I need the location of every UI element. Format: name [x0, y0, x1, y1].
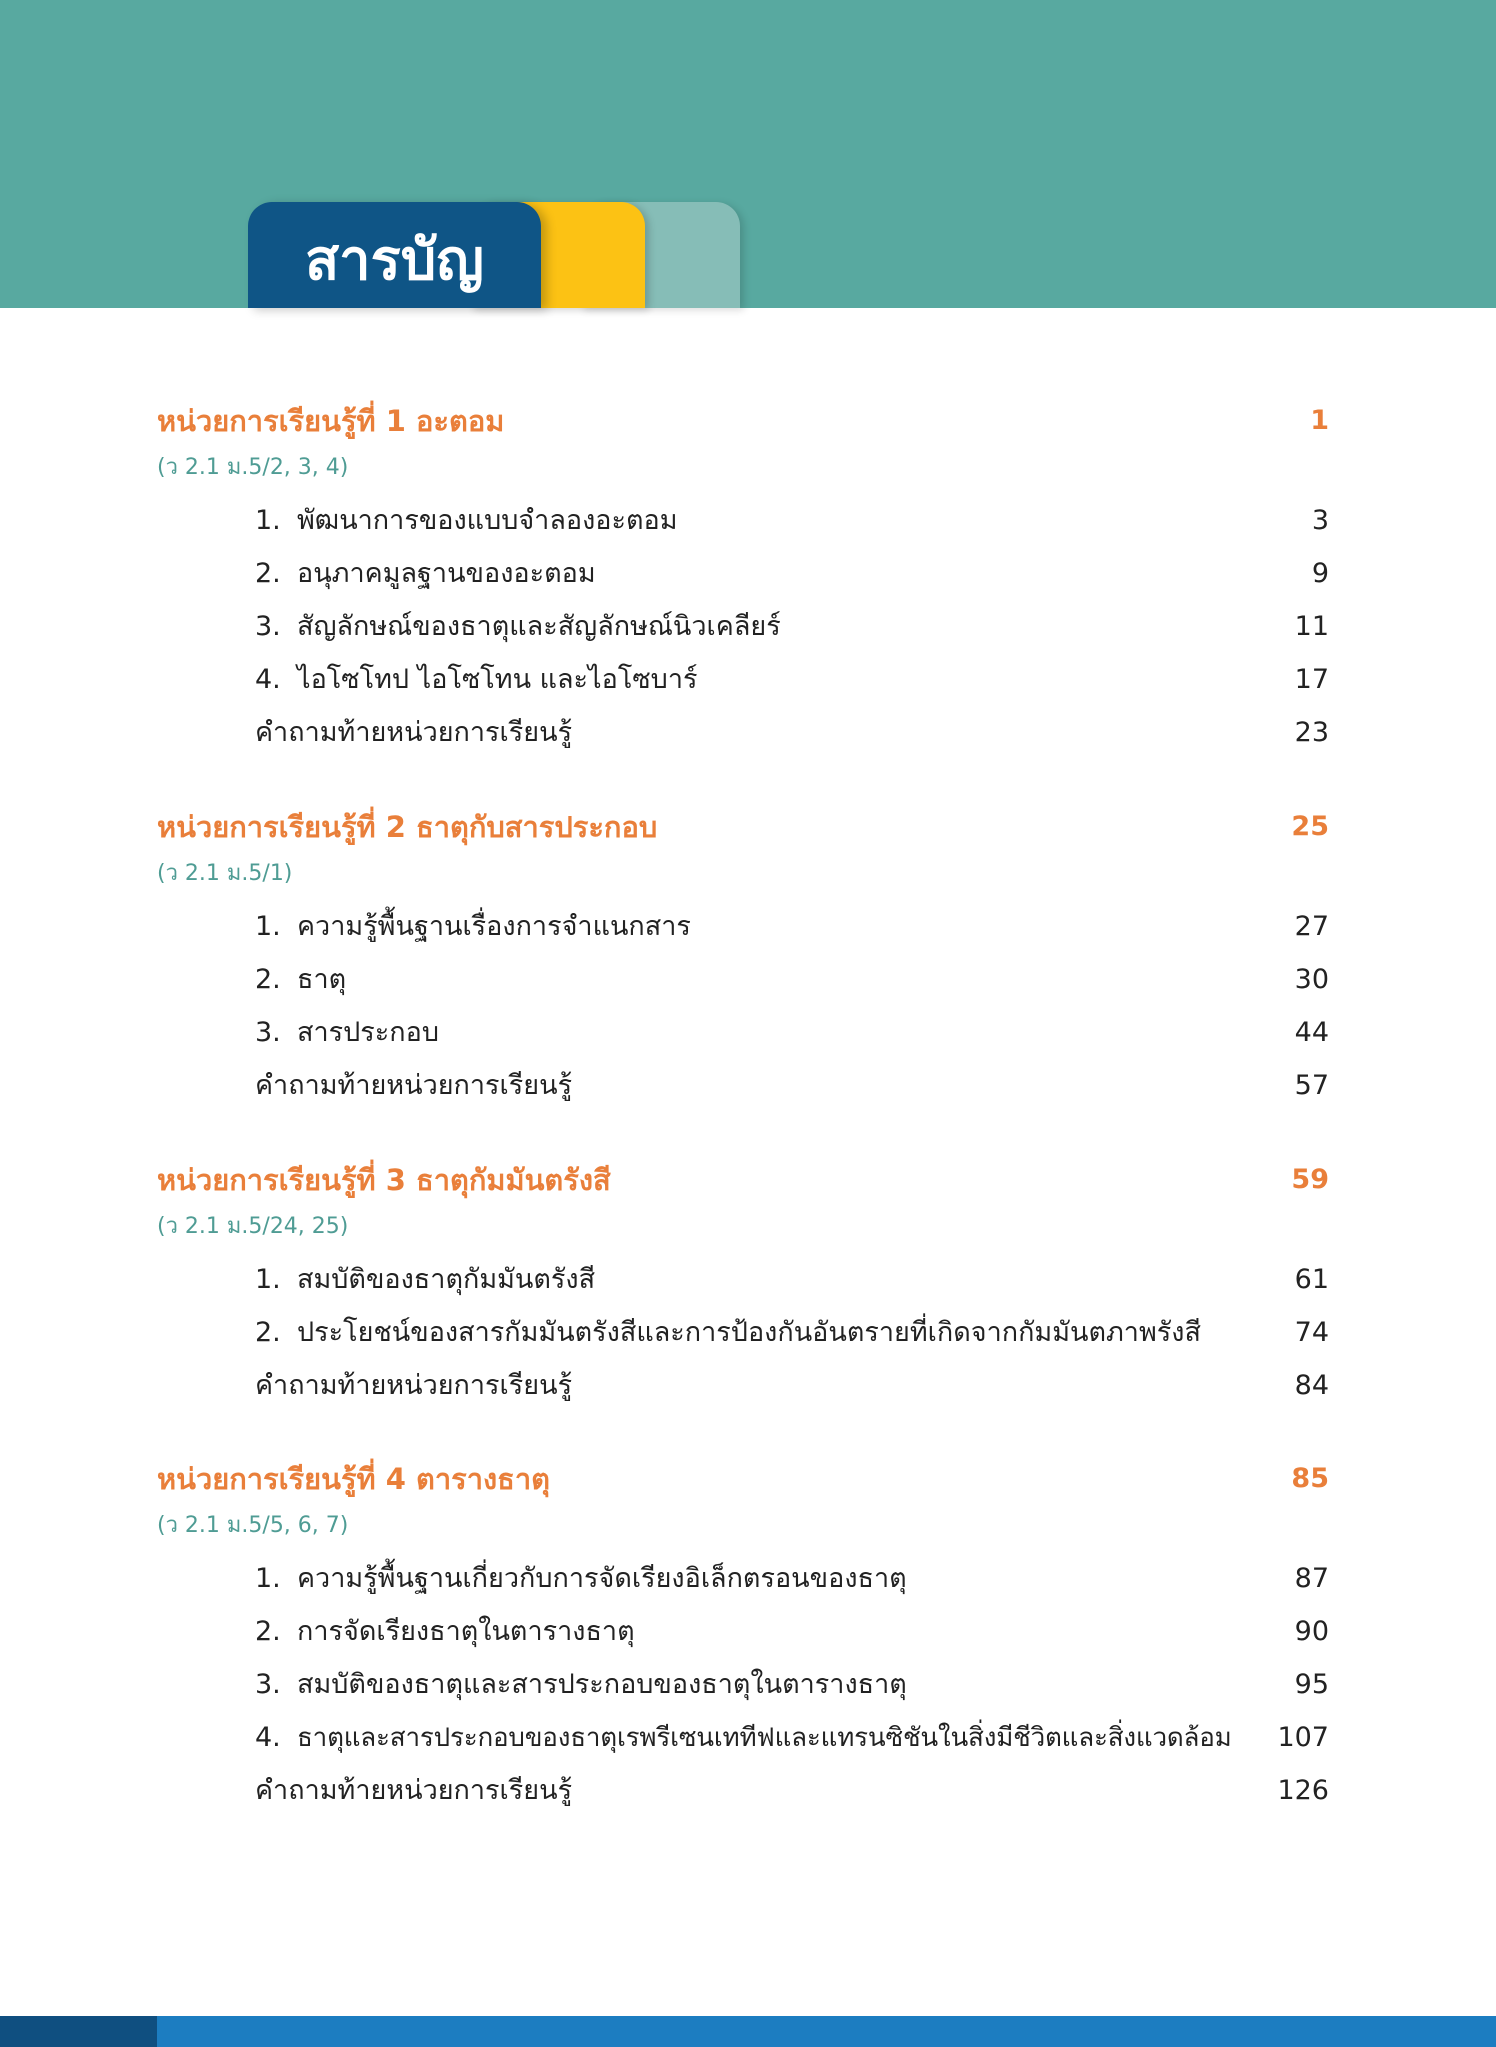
item-number: 1.	[255, 911, 281, 942]
toc-item[interactable]	[0, 605, 1496, 649]
questions-label: คำถามท้ายหน่วยการเรียนรู้	[255, 1370, 573, 1401]
item-label: สัญลักษณ์ของธาตุและสัญลักษณ์นิวเคลียร์	[297, 611, 781, 642]
item-label: ความรู้พื้นฐานเรื่องการจำแนกสาร	[297, 911, 691, 942]
unit-standard: (ว 2.1 ม.5/2, 3, 4)	[157, 455, 349, 480]
item-label: พัฒนาการของแบบจำลองอะตอม	[297, 505, 678, 536]
header-band	[0, 0, 1496, 308]
page-title: สารบัญ	[305, 228, 484, 293]
item-number: 2.	[255, 1317, 281, 1348]
toc-item[interactable]	[0, 1610, 1496, 1654]
questions-label: คำถามท้ายหน่วยการเรียนรู้	[255, 1070, 573, 1101]
item-number: 4.	[255, 1722, 281, 1753]
item-number: 2.	[255, 964, 281, 995]
questions-page: 84	[1294, 1370, 1329, 1401]
item-number: 2.	[255, 558, 281, 589]
item-label: ไอโซโทป ไอโซโทน และไอโซบาร์	[297, 664, 698, 695]
unit-page: 59	[1291, 1164, 1329, 1195]
item-page: 11	[1294, 611, 1329, 642]
unit-title: หน่วยการเรียนรู้ที่ 1 อะตอม	[157, 404, 505, 438]
item-label: อนุภาคมูลฐานของอะตอม	[297, 558, 596, 589]
toc-item[interactable]	[0, 1311, 1496, 1355]
toc-item[interactable]	[0, 1258, 1496, 1302]
item-page: 87	[1294, 1563, 1329, 1594]
item-page: 44	[1294, 1017, 1329, 1048]
questions-page: 57	[1294, 1070, 1329, 1101]
unit-1-heading[interactable]	[0, 399, 1496, 443]
item-label: สมบัติของธาตุและสารประกอบของธาตุในตารางธาตุ	[297, 1669, 907, 1700]
questions-label: คำถามท้ายหน่วยการเรียนรู้	[255, 1775, 573, 1806]
questions-page: 126	[1277, 1775, 1329, 1806]
unit-title: หน่วยการเรียนรู้ที่ 2 ธาตุกับสารประกอบ	[157, 810, 658, 844]
toc-questions[interactable]	[0, 1364, 1496, 1408]
questions-label: คำถามท้ายหน่วยการเรียนรู้	[255, 717, 573, 748]
item-number: 1.	[255, 1264, 281, 1295]
toc-questions[interactable]	[0, 1769, 1496, 1813]
item-label: ประโยชน์ของสารกัมมันตรังสีและการป้องกันอันตรายที่เกิดจากกัมมันตภาพรังสี	[297, 1317, 1201, 1348]
item-label: การจัดเรียงธาตุในตารางธาตุ	[297, 1616, 635, 1647]
unit-title: หน่วยการเรียนรู้ที่ 4 ตารางธาตุ	[157, 1462, 550, 1496]
toc-item[interactable]	[0, 658, 1496, 702]
item-number: 1.	[255, 1563, 281, 1594]
questions-page: 23	[1294, 717, 1329, 748]
item-number: 3.	[255, 1669, 281, 1700]
unit-standard: (ว 2.1 ม.5/5, 6, 7)	[157, 1513, 349, 1538]
item-page: 27	[1294, 911, 1329, 942]
item-number: 3.	[255, 1017, 281, 1048]
item-label: ความรู้พื้นฐานเกี่ยวกับการจัดเรียงอิเล็กตรอนของธาตุ	[297, 1563, 907, 1594]
item-page: 30	[1294, 964, 1329, 995]
unit-page: 85	[1291, 1463, 1329, 1494]
unit-standard: (ว 2.1 ม.5/24, 25)	[157, 1214, 349, 1239]
unit-3-heading[interactable]	[0, 1158, 1496, 1202]
item-page: 17	[1294, 664, 1329, 695]
item-page: 61	[1294, 1264, 1329, 1295]
item-label: ธาตุและสารประกอบของธาตุเรพรีเซนเททีฟและแทรนซิชันในสิ่งมีชีวิตและสิ่งแวดล้อม	[297, 1723, 1232, 1753]
item-page: 107	[1277, 1722, 1329, 1753]
item-page: 90	[1294, 1616, 1329, 1647]
toc-item[interactable]	[0, 905, 1496, 949]
footer-bar	[157, 2016, 1496, 2047]
unit-title: หน่วยการเรียนรู้ที่ 3 ธาตุกัมมันตรังสี	[157, 1163, 611, 1197]
item-number: 1.	[255, 505, 281, 536]
item-label: สมบัติของธาตุกัมมันตรังสี	[297, 1264, 596, 1295]
item-label: ธาตุ	[297, 964, 347, 995]
footer-bar-dark	[0, 2016, 157, 2047]
unit-2-heading[interactable]	[0, 805, 1496, 849]
toc-item[interactable]	[0, 1663, 1496, 1707]
item-number: 3.	[255, 611, 281, 642]
toc-item[interactable]	[0, 499, 1496, 543]
item-number: 4.	[255, 664, 281, 695]
unit-standard: (ว 2.1 ม.5/1)	[157, 861, 293, 886]
item-label: สารประกอบ	[297, 1017, 439, 1048]
toc-item[interactable]	[0, 552, 1496, 596]
item-page: 3	[1311, 505, 1329, 536]
item-page: 74	[1294, 1317, 1329, 1348]
toc-questions[interactable]	[0, 1064, 1496, 1108]
toc-item[interactable]	[0, 1716, 1496, 1760]
unit-4-heading[interactable]	[0, 1457, 1496, 1501]
item-page: 9	[1311, 558, 1329, 589]
unit-page: 1	[1310, 405, 1329, 436]
toc-item[interactable]	[0, 958, 1496, 1002]
item-number: 2.	[255, 1616, 281, 1647]
item-page: 95	[1294, 1669, 1329, 1700]
toc-item[interactable]	[0, 1557, 1496, 1601]
toc-questions[interactable]	[0, 711, 1496, 755]
toc-item[interactable]	[0, 1011, 1496, 1055]
unit-page: 25	[1291, 811, 1329, 842]
